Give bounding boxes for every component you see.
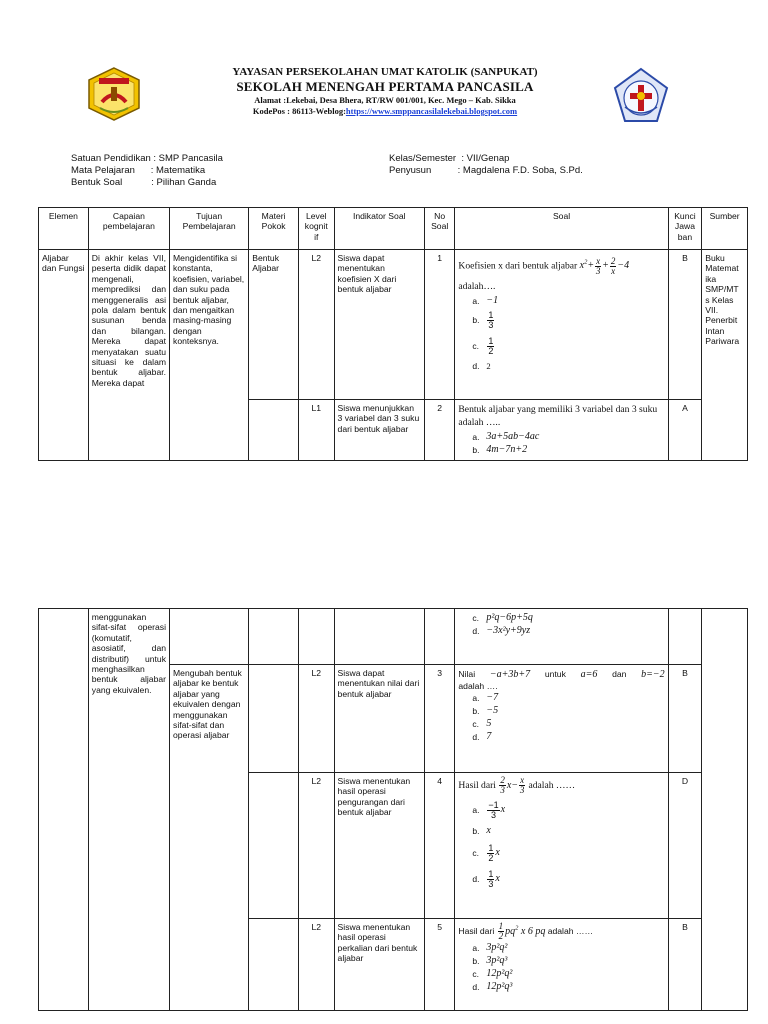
col-materi: Materi Pokok	[249, 208, 299, 250]
bentuk-soal: Bentuk Soal : Pilihan Ganda	[71, 177, 217, 188]
elemen-cell-cont	[39, 609, 89, 1011]
tujuan-cell: Mengubah bentuk aljabar ke bentuk aljabar yang ekuivalen dengan menggunakan sifat-sifat dan operasi aljabar	[170, 665, 249, 1011]
col-no: No Soal	[424, 208, 454, 250]
kunci-cell: D	[668, 773, 702, 919]
option: d. 7	[472, 730, 492, 742]
no-cell: 3	[424, 665, 454, 773]
no-cell: 2	[424, 400, 454, 461]
soal-cell	[455, 919, 668, 1011]
capaian-cell: Di akhir kelas VII, peserta didik dapat mengenali, memprediksi dan menggeneralis asi pola dalam bentuk susunan benda dan bilangan. Mereka dapat menyatakan suatu situasi ke dalam bentuk aljabar. Mereka dapat	[88, 250, 169, 461]
letterhead	[160, 66, 610, 117]
col-soal: Soal	[455, 208, 668, 250]
sanpukat-logo	[86, 66, 142, 122]
question-2-text: Bentuk aljabar yang memiliki 3 variabel dan 3 suku adalah …..	[458, 404, 658, 428]
option: a. 3p²q²	[472, 942, 508, 954]
capaian-cell-cont: menggunakan sifat-sifat operasi (komutatif, asosiatif, dan distributif) untuk menghasilkan bentuk aljabar yang ekuivalen.	[88, 609, 169, 1011]
materi-cell-empty	[249, 919, 299, 1011]
question-1-options	[472, 295, 664, 373]
kisi-kisi-table-page1	[38, 207, 748, 461]
kunci-cell: B	[668, 250, 702, 400]
col-indikator: Indikator Soal	[334, 208, 424, 250]
option: b. 4m−7n+2	[472, 444, 528, 456]
no-cell: 5	[424, 919, 454, 1011]
col-tujuan: Tujuan Pembelajaran	[170, 208, 249, 250]
option: c. 12p²q²	[472, 968, 513, 980]
materi-cell: Bentuk Aljabar	[249, 250, 299, 400]
indikator-cell: Siswa menentukan hasil operasi pengurangan dari bentuk aljabar	[334, 773, 424, 919]
materi-cell-empty	[249, 400, 299, 461]
option: a. −7	[472, 691, 499, 703]
school-name: SEKOLAH MENENGAH PERTAMA PANCASILA	[236, 79, 534, 94]
option: a. 3a+5ab−4ac	[472, 431, 540, 443]
kunci-cell: B	[668, 665, 702, 773]
question-1-tail: adalah….	[458, 280, 496, 292]
weblog-link[interactable]: https://www.smppancasilalekebai.blogspot.com	[345, 106, 518, 116]
materi-cell-empty	[249, 609, 299, 665]
question-3: Nilai −a+3b+7 untuk a=6 dan b=−2	[458, 669, 665, 680]
option: d. 12p²q³	[472, 981, 513, 993]
soal-cell	[455, 400, 668, 461]
col-kunci: Kunci Jawa ban	[668, 208, 702, 250]
col-sumber: Sumber	[702, 208, 748, 250]
question-3-expression: −a+3b+7	[489, 669, 531, 680]
tujuan-cell: Mengidentifika si konstanta, koefisien, variabel, dan suku pada bentuk aljabar, dan mengaitkan masing-masing dengan konteksnya.	[170, 250, 249, 461]
table-header-row	[39, 208, 748, 250]
option: a. −1	[472, 294, 499, 306]
level-cell-empty	[299, 609, 335, 665]
option: a. $\frac{-1}{3}$ x	[472, 799, 506, 820]
question-3-options	[472, 691, 664, 743]
satuan-pendidikan: Satuan Pendidikan : SMP Pancasila	[71, 153, 223, 164]
option: c. p²q−6p+5q	[472, 612, 533, 624]
question-3-tail: adalah ….	[458, 681, 498, 691]
option: d. −3x²y+9yz	[472, 625, 531, 637]
kisi-kisi-table-page2	[38, 608, 748, 1011]
materi-cell-empty	[249, 773, 299, 919]
sumber-cell: Buku Matemat ika SMP/MT s Kelas VII. Penerbit Intan Pariwara	[702, 250, 748, 461]
level-cell: L2	[299, 773, 335, 919]
table-row	[39, 609, 748, 665]
materi-cell-empty	[249, 665, 299, 773]
level-cell: L1	[299, 400, 335, 461]
foundation-name: YAYASAN PERSEKOLAHAN UMAT KATOLIK (SANPUKAT)	[232, 66, 538, 78]
question-4-options	[472, 797, 664, 892]
school-address: Alamat :Lekebai, Desa Bhera, RT/RW 001/001, Kec. Mego – Kab. Sikka	[254, 95, 516, 105]
question-1-text: Koefisien x dari bentuk aljabar	[458, 260, 578, 272]
question-1-expression: $x^2+$ $\frac{x}{3}$ + $\frac{2}{x}$ −4	[579, 255, 630, 276]
option: b. x	[472, 825, 491, 837]
option: b. 3p²q³	[472, 955, 508, 967]
question-1	[458, 256, 664, 276]
option: b. $\frac{1}{3}$	[472, 310, 494, 331]
level-cell: L2	[299, 250, 335, 400]
tujuan-cell-empty	[170, 609, 249, 665]
option: d. $\frac{1}{3}$ x	[472, 868, 500, 889]
fraction-one-half: $\frac{1}{2}$	[488, 336, 494, 357]
col-elemen: Elemen	[39, 208, 89, 250]
doc-info-left	[71, 153, 223, 189]
indikator-cell: Siswa menunjukkan 3 variabel dan 3 suku dari bentuk aljabar	[334, 400, 424, 461]
fraction-one-third: $\frac{1}{3}$	[488, 310, 494, 331]
soal-cell	[455, 250, 668, 400]
kunci-cell: A	[668, 400, 702, 461]
kunci-cell-empty	[668, 609, 702, 665]
soal-cell	[455, 773, 668, 919]
question-5-options	[472, 942, 664, 994]
kodepos-label: KodePos : 86113-Weblog:	[252, 106, 346, 116]
question-5: Hasil dari $\frac{1}{2}$ $pq^2$ x 6 pq adalah ……	[458, 921, 594, 941]
option: c. 5	[472, 717, 492, 729]
question-4: Hasil dari $\frac{2}{3}$ x− $\frac{x}{3}$ adalah ……	[458, 775, 576, 795]
indikator-cell: Siswa dapat menentukan koefisien X dari bentuk aljabar	[334, 250, 424, 400]
kodepos-line	[160, 106, 610, 117]
col-capaian: Capaian pembelajaran	[88, 208, 169, 250]
question-5-expression: $\frac{1}{2}$ $pq^2$ x 6 pq	[498, 921, 546, 941]
soal-cell	[455, 665, 668, 773]
question-4-expression: $\frac{2}{3}$ x− $\frac{x}{3}$	[500, 775, 525, 795]
no-cell: 1	[424, 250, 454, 400]
no-cell: 4	[424, 773, 454, 919]
option: c. $\frac{1}{2}$	[472, 336, 494, 357]
level-cell: L2	[299, 919, 335, 1011]
kelas-semester: Kelas/Semester : VII/Genap	[389, 153, 510, 164]
sumber-cell-cont	[702, 609, 748, 1011]
penyusun: Penyusun : Magdalena F.D. Soba, S.Pd.	[389, 165, 583, 176]
indikator-cell: Siswa menentukan hasil operasi perkalian dari bentuk aljabar	[334, 919, 424, 1011]
kunci-cell: B	[668, 919, 702, 1011]
elemen-cell: Aljabar dan Fungsi	[39, 250, 89, 461]
table-row	[39, 250, 748, 400]
col-level: Level kognit if	[299, 208, 335, 250]
option: b. −5	[472, 704, 499, 716]
soal-cell	[455, 609, 668, 665]
doc-info-right	[389, 153, 583, 177]
question-2-options-cont	[472, 612, 664, 638]
level-cell: L2	[299, 665, 335, 773]
indikator-cell: Siswa dapat menentukan nilai dari bentuk aljabar	[334, 665, 424, 773]
no-cell-empty	[424, 609, 454, 665]
question-2-options	[472, 431, 664, 457]
option: c. $\frac{1}{2}$ x	[472, 842, 500, 863]
indikator-cell-empty	[334, 609, 424, 665]
smp-pancasila-logo	[612, 67, 670, 125]
mata-pelajaran: Mata Pelajaran : Matematika	[71, 165, 206, 176]
option: d. 2	[472, 360, 491, 371]
